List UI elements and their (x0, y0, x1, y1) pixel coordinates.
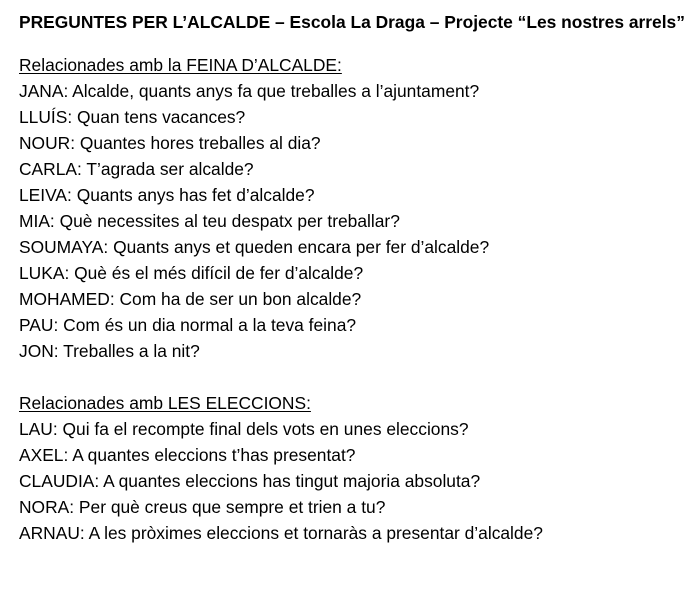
student-name: LLUÍS (19, 107, 68, 127)
student-name: NOUR (19, 133, 71, 153)
question-item: CARLA: T’agrada ser alcalde? (19, 159, 254, 179)
question-text: Treballes a la nit? (63, 341, 200, 361)
section-eleccions (19, 390, 699, 546)
question-text: Quantes hores treballes al dia? (79, 133, 321, 153)
question-text: Quan tens vacances? (77, 107, 246, 127)
student-name: CARLA (19, 159, 77, 179)
question-text: Qui fa el recompte final dels vots en unes eleccions? (62, 419, 469, 439)
question-text: A les pròximes eleccions et tornaràs a presentar d’alcalde? (88, 523, 543, 543)
question-item: LLUÍS: Quan tens vacances? (19, 107, 246, 127)
question-item: ARNAU: A les pròximes eleccions et tornaràs a presentar d’alcalde? (19, 523, 543, 543)
student-name: LUKA (19, 263, 65, 283)
question-item: LUKA: Què és el més difícil de fer d’alcalde? (19, 263, 364, 283)
question-item: NOUR: Quantes hores treballes al dia? (19, 133, 321, 153)
question-text: A quantes eleccions has tingut majoria absoluta? (103, 471, 481, 491)
student-name: PAU (19, 315, 54, 335)
student-name: MIA (19, 211, 50, 231)
question-list (19, 78, 699, 364)
question-text: Què necessites al teu despatx per treballar? (59, 211, 400, 231)
question-text: Com és un dia normal a la teva feina? (63, 315, 357, 335)
question-item: NORA: Per què creus que sempre et trien a tu? (19, 497, 386, 517)
question-item: JON: Treballes a la nit? (19, 341, 200, 361)
student-name: MOHAMED (19, 289, 110, 309)
student-name: LAU (19, 419, 53, 439)
student-name: ARNAU (19, 523, 80, 543)
student-name: NORA (19, 497, 70, 517)
document-title: PREGUNTES PER L’ALCALDE – Escola La Draga – Projecte “Les nostres arrels” (19, 12, 685, 32)
question-item: LAU: Qui fa el recompte final dels vots en unes eleccions? (19, 419, 469, 439)
student-name: JANA (19, 81, 64, 101)
section-feina-alcalde (19, 52, 699, 364)
question-item: AXEL: A quantes eleccions t’has presentat? (19, 445, 356, 465)
question-list (19, 416, 699, 546)
question-item: SOUMAYA: Quants anys et queden encara per fer d’alcalde? (19, 237, 490, 257)
question-text: Quants anys has fet d’alcalde? (76, 185, 315, 205)
question-item: CLAUDIA: A quantes eleccions has tingut majoria absoluta? (19, 471, 481, 491)
question-item: LEIVA: Quants anys has fet d’alcalde? (19, 185, 315, 205)
student-name: JON (19, 341, 54, 361)
question-item: JANA: Alcalde, quants anys fa que treballes a l’ajuntament? (19, 81, 480, 101)
question-text: Què és el més difícil de fer d’alcalde? (74, 263, 364, 283)
question-text: Per què creus que sempre et trien a tu? (78, 497, 386, 517)
section-heading: Relacionades amb LES ELECCIONS: (19, 393, 311, 413)
question-text: T’agrada ser alcalde? (86, 159, 254, 179)
question-text: Com ha de ser un bon alcalde? (119, 289, 362, 309)
question-item: MIA: Què necessites al teu despatx per treballar? (19, 211, 400, 231)
question-item: MOHAMED: Com ha de ser un bon alcalde? (19, 289, 362, 309)
question-text: Alcalde, quants anys fa que treballes a l’ajuntament? (72, 81, 480, 101)
student-name: CLAUDIA (19, 471, 95, 491)
question-item: PAU: Com és un dia normal a la teva feina? (19, 315, 357, 335)
question-text: A quantes eleccions t’has presentat? (72, 445, 356, 465)
student-name: AXEL (19, 445, 64, 465)
section-heading: Relacionades amb la FEINA D’ALCALDE: (19, 55, 342, 75)
question-text: Quants anys et queden encara per fer d’alcalde? (113, 237, 490, 257)
student-name: SOUMAYA (19, 237, 104, 257)
student-name: LEIVA (19, 185, 68, 205)
